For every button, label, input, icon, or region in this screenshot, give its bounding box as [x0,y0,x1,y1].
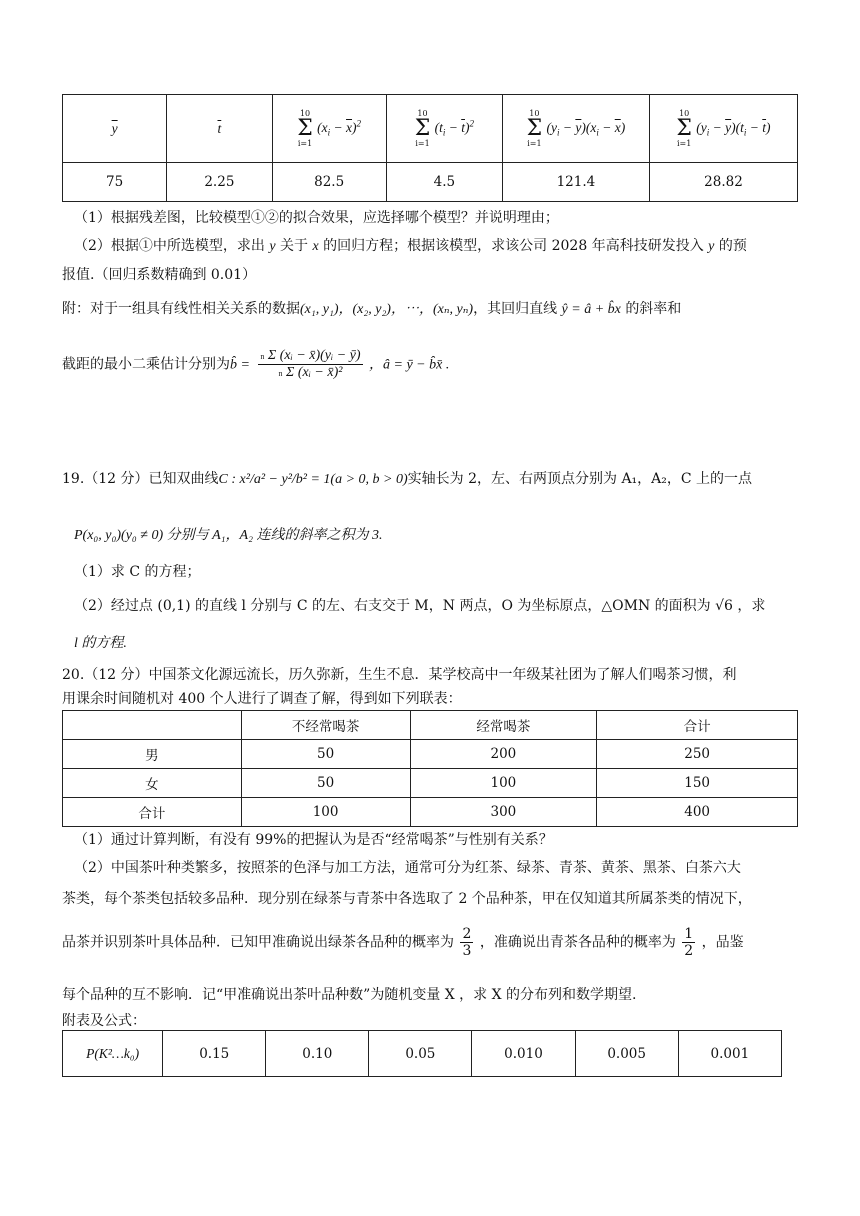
cell: 200 [410,740,597,769]
q20-part2-line4: 每个品种的互不影响．记“甲准确说出茶叶品种数”为随机变量 X ，求 X 的分布列和数学期望. [62,987,637,1003]
q18-part2-line1: （2）根据①中所选模型，求出 y 关于 x 的回归方程；根据该模型，求该公司 2028 年高科技研发投入 y 的预 [74,238,747,254]
cell: 250 [597,740,798,769]
q20-intro1: 20.（12 分）中国茶文化源远流长，历久弥新，生生不息．某学校高中一年级某社团为了解人们喝茶习惯，利 [62,667,737,683]
row-label: 男 [63,740,242,769]
cell: 300 [410,798,597,827]
q19-part2-tail: l 的方程. [74,636,127,651]
b-hat-formula: $\frac{\text{n Σ (xᵢ − x̄)(yᵢ − ȳ)}}{\text{n Σ (xᵢ − x̄)²}}$ [260,348,361,380]
table-row [63,769,798,798]
k-label: P(K²…k₀) [63,1031,163,1077]
row-label: 合计 [63,798,242,827]
q18-note-line1: 附：对于一组具有线性相关关系的数据(x₁, y₁)，(x₂, y₂)，⋯，(xₙ, yₙ)，其回归直线 ŷ = â + b̂x 的斜率和 [62,301,682,317]
q19-part1: （1）求 C 的方程； [74,564,201,580]
k-value: 0.010 [472,1031,575,1077]
cell: 100 [410,769,597,798]
cell: 400 [597,798,798,827]
value-sum-yx: 121.4 [502,163,649,202]
q19-part2: （2）经过点 (0,1) 的直线 l 分别与 C 的左、右支交于 M，N 两点，O 为坐标原点，△OMN 的面积为 √6 ，求 [74,598,766,614]
cell: 150 [597,769,798,798]
q19-line2: P(x₀, y₀)(y₀ ≠ 0) 分别与 A₁，A₂ 连线的斜率之积为 3. [74,528,383,543]
header-sum-x-sq: 10 Σ i=1 $(x_i - \overline{x})^2$ [272,95,386,163]
q20-part2-line3: 品茶并识别茶叶具体品种．已知甲准确说出绿茶各品种的概率为 $\frac{2}{3}$ ，准确说出青茶各品种的概率为 $\frac{1}{2}$ ，品鉴 [62,926,744,959]
tea-header-rarely: 不经常喝茶 [241,711,410,740]
table-row [63,798,798,827]
row-label: 女 [63,769,242,798]
value-tbar: 2.25 [167,163,272,202]
q19-line1: 19.（12 分）已知双曲线C : x²/a² − y²/b² = 1(a > 0, b > 0)实轴长为 2，左、右两顶点分别为 A₁，A₂，C 上的一点 [62,471,753,487]
q20-part1: （1）通过计算判断，有没有 99%的把握认为是否“经常喝茶”与性别有关系？ [74,832,553,848]
table-row [63,740,798,769]
value-sum-x-sq: 82.5 [272,163,386,202]
regression-summary-table [62,94,798,202]
tea-header-total: 合计 [597,711,798,740]
chi-square-table [62,1030,782,1077]
cell: 50 [241,769,410,798]
q18-part1: （1）根据残差图，比较模型①②的拟合效果，应选择哪个模型？并说明理由； [74,210,559,226]
oolong-probability: $\frac{1}{2}$ [684,926,694,959]
k-value: 0.001 [678,1031,781,1077]
q20-part2-line2: 茶类，每个茶类包括较多品种．现分别在绿茶与青茶中各选取了 2 个品种茶，甲在仅知道其所属茶类的情况下， [62,891,752,907]
header-sum-t-sq: 10 Σ i=1 $(t_i - \overline{t})^2$ [386,95,502,163]
value-ybar: 75 [63,163,167,202]
value-sum-yt: 28.82 [649,163,797,202]
tea-header-blank [63,711,242,740]
value-sum-t-sq: 4.5 [386,163,502,202]
q18-note-line2: 截距的最小二乘估计分别为b̂ = $\frac{\text{n Σ (xᵢ − x̄)(yᵢ − ȳ)}}{\text{n Σ (xᵢ − x̄)²}}$ ，â = ȳ − b̂x̄ . [62,348,450,380]
k-value: 0.15 [163,1031,266,1077]
green-tea-probability: $\frac{2}{3}$ [462,926,472,959]
q20-intro2: 用课余时间随机对 400 个人进行了调查了解，得到如下列联表： [62,691,462,707]
tea-header-often: 经常喝茶 [410,711,597,740]
appendix-label: 附表及公式： [62,1013,146,1029]
header-sum-yt: 10 Σ i=1 $(y_i - \overline{y})(t_i - \overline{t})$ [649,95,797,163]
header-sum-yx: 10 Σ i=1 $(y_i - \overline{y})(x_i - \overline{x})$ [502,95,649,163]
cell: 50 [241,740,410,769]
k-value: 0.10 [266,1031,369,1077]
cell: 100 [241,798,410,827]
header-tbar: $\overline{t}$ [167,95,272,163]
header-ybar: $\overline{y}$ [63,95,167,163]
tea-contingency-table [62,710,798,827]
q20-part2-line1: （2）中国茶叶种类繁多，按照茶的色泽与加工方法，通常可分为红茶、绿茶、青茶、黄茶、黑茶、白茶六大 [74,860,741,876]
k-value: 0.005 [575,1031,678,1077]
k-value: 0.05 [369,1031,472,1077]
q18-part2-line2: 报值.（回归系数精确到 0.01） [62,267,257,283]
